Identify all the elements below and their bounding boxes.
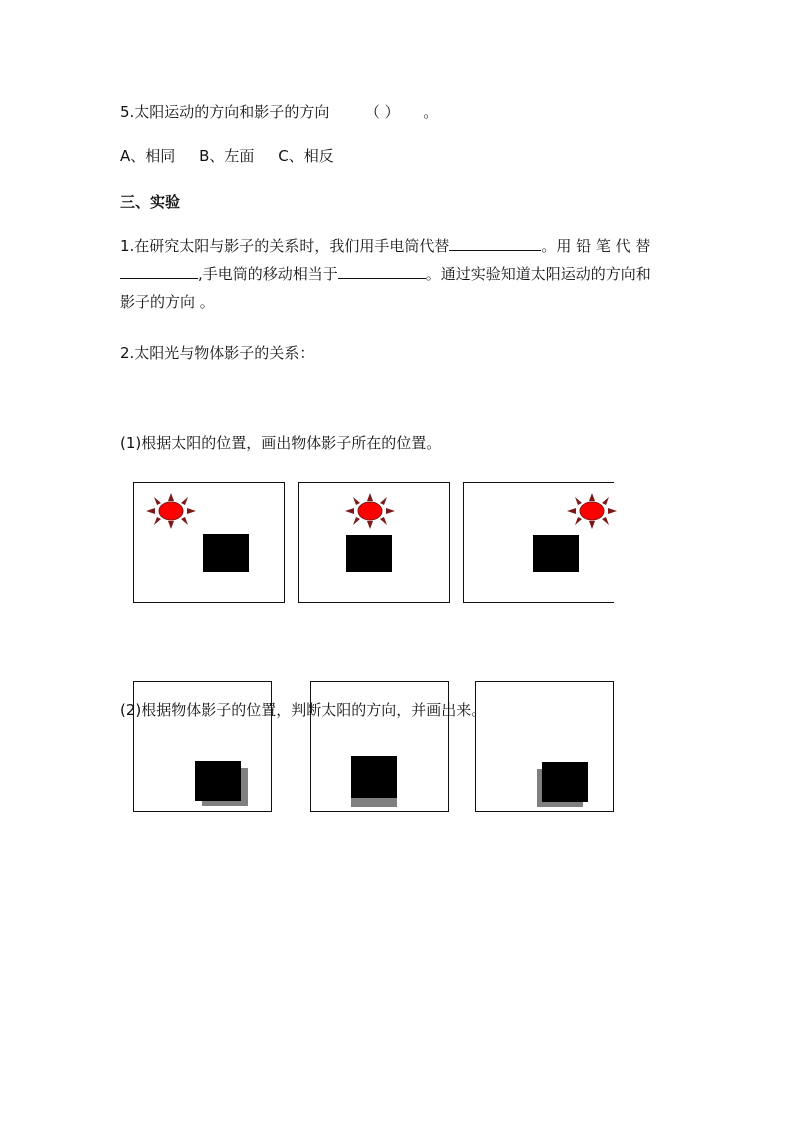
sun-icon <box>345 493 395 529</box>
shadow-panel-right[interactable] <box>475 681 614 812</box>
sun-panel-middle[interactable] <box>298 482 450 603</box>
question-5-options: A、相同 B、左面 C、相反 <box>120 147 334 165</box>
question-5-end: 。 <box>423 103 439 121</box>
answer-bracket[interactable]: （ ） <box>364 103 400 121</box>
experiment-2-sub1: (1)根据太阳的位置，画出物体影子所在的位置。 <box>120 434 442 452</box>
sun-panel-right[interactable] <box>463 482 614 603</box>
section-title: 三、实验 <box>120 193 181 211</box>
object-block <box>195 761 241 801</box>
object-block <box>203 534 249 572</box>
exp1-part2: 。用 铅 笔 代 替 <box>541 237 651 255</box>
question-5-stem: 5.太阳运动的方向和影子的方向 <box>120 103 330 121</box>
blank-2[interactable] <box>120 262 198 279</box>
object-block <box>346 535 392 572</box>
question-5 <box>120 102 438 122</box>
experiment-2-sub2: (2)根据物体影子的位置，判断太阳的方向，并画出来。 <box>120 701 487 719</box>
sun-panel-left[interactable] <box>133 482 285 603</box>
exp1-part4: 。通过实验知道太阳运动的方向和 <box>425 265 651 283</box>
object-block <box>351 756 397 798</box>
sun-icon <box>567 493 617 529</box>
object-block <box>533 535 579 572</box>
exp1-part3: ,手电筒的移动相当于 <box>198 265 338 283</box>
blank-3[interactable] <box>338 262 426 279</box>
exp1-part1: 1.在研究太阳与影子的关系时，我们用手电筒代替 <box>120 237 450 255</box>
exp1-part5: 影子的方向 。 <box>120 293 215 311</box>
experiment-2-title: 2.太阳光与物体影子的关系： <box>120 344 315 362</box>
object-block <box>542 762 588 802</box>
experiment-1 <box>120 232 680 316</box>
blank-1[interactable] <box>449 234 541 251</box>
sun-icon <box>146 493 196 529</box>
